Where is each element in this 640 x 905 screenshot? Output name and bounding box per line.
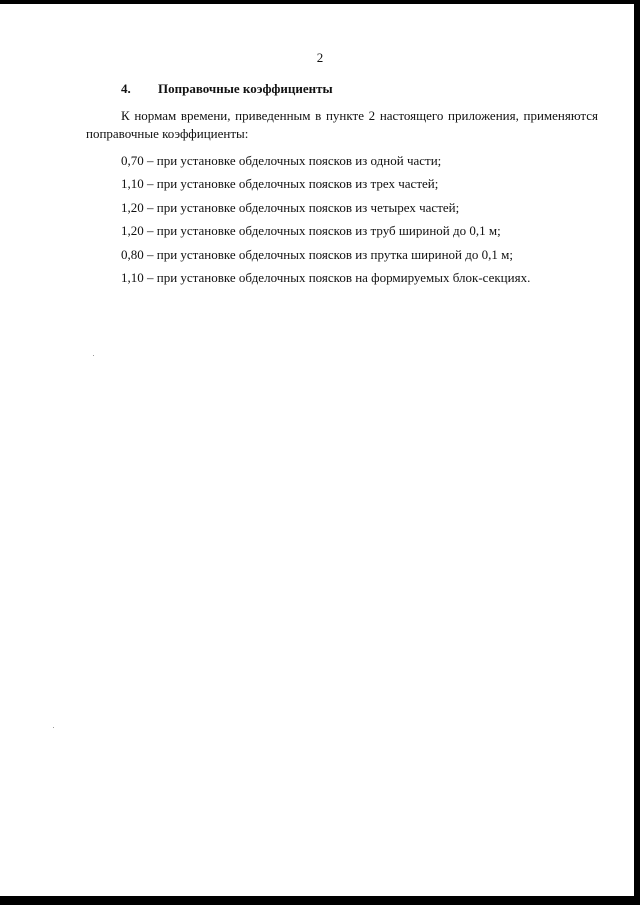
scan-edge-right <box>634 0 640 905</box>
scan-edge-bottom <box>0 896 640 905</box>
section-number: 4. <box>121 81 131 96</box>
coefficient-list <box>121 152 530 292</box>
section-title: Поправочные коэффициенты <box>158 81 333 96</box>
coefficient-text: – при установке обделочных поясков из одной части; <box>143 153 442 168</box>
page-number: 2 <box>316 50 324 65</box>
coefficient-item <box>121 152 530 175</box>
scan-speck <box>53 727 54 728</box>
coefficient-value: 1,20 <box>121 199 144 215</box>
coefficient-item <box>121 199 530 222</box>
coefficient-value: 1,10 <box>121 269 144 285</box>
coefficient-item <box>121 222 530 245</box>
coefficient-item <box>121 175 530 198</box>
scan-speck <box>93 355 94 356</box>
coefficient-value: 0,70 <box>121 153 144 168</box>
coefficient-text: – при установке обделочных поясков из трех частей; <box>143 176 439 192</box>
scan-edge-top <box>0 0 640 4</box>
coefficient-text: – при установке обделочных поясков из прутка шириной до 0,1 м; <box>143 246 513 262</box>
coefficient-item <box>121 246 530 269</box>
coefficient-value: 1,20 <box>121 223 144 239</box>
coefficient-value: 1,10 <box>121 176 144 192</box>
section-heading <box>121 81 333 97</box>
coefficient-item <box>121 269 530 292</box>
coefficient-text: – при установке обделочных поясков из труб шириной до 0,1 м; <box>143 223 501 239</box>
coefficient-value: 0,80 <box>121 246 144 262</box>
intro-paragraph <box>86 107 598 143</box>
coefficient-text: – при установке обделочных поясков из четырех частей; <box>143 199 460 215</box>
intro-line-1: К нормам времени, приведенным в пункте 2 настоящего приложения, применяются <box>121 108 598 123</box>
intro-line-2: поправочные коэффициенты: <box>86 126 249 141</box>
coefficient-text: – при установке обделочных поясков на формируемых блок-секциях. <box>143 269 531 285</box>
